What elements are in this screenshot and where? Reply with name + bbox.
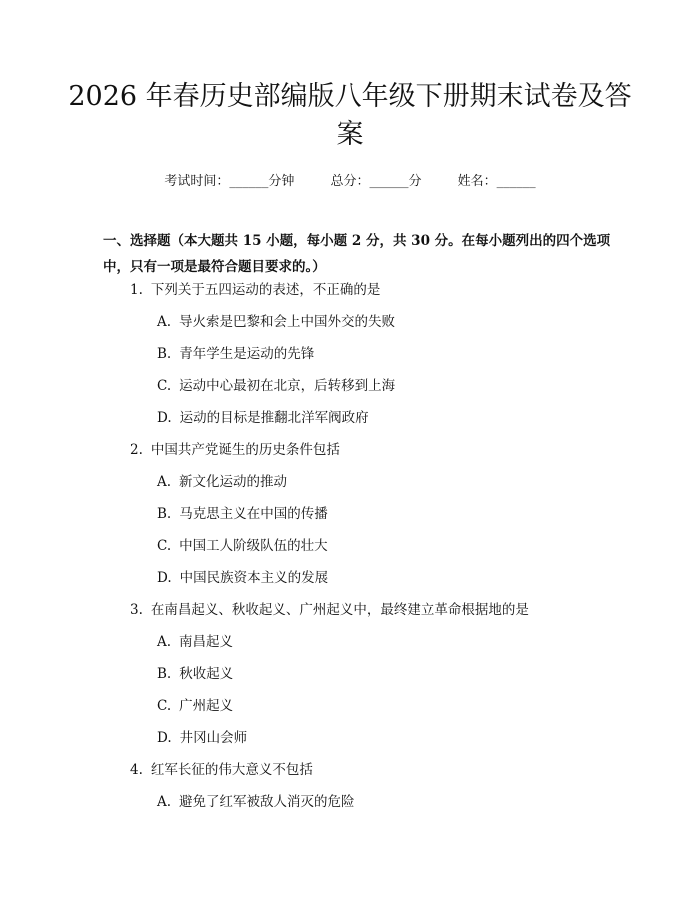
option-2c xyxy=(157,536,328,556)
total-score-field: 总分：______分 xyxy=(330,174,422,189)
option-text: 青年学生是运动的先锋 xyxy=(179,346,315,362)
question-2 xyxy=(130,440,340,460)
option-2b xyxy=(157,504,328,524)
question-number: 3. xyxy=(130,602,143,618)
option-text: 秋收起义 xyxy=(179,666,234,682)
option-1d xyxy=(157,408,369,428)
option-3b xyxy=(157,664,233,684)
exam-time-field: 考试时间：______分钟 xyxy=(164,174,295,189)
option-1a xyxy=(157,312,395,332)
option-letter: B. xyxy=(157,666,172,682)
option-letter: C. xyxy=(157,378,172,394)
option-2d xyxy=(157,568,328,588)
option-3d xyxy=(157,728,247,748)
question-1 xyxy=(130,280,380,300)
option-text: 中国民族资本主义的发展 xyxy=(179,570,329,586)
option-2a xyxy=(157,472,287,492)
option-letter: D. xyxy=(157,410,172,426)
option-letter: B. xyxy=(157,346,172,362)
option-text: 马克思主义在中国的传播 xyxy=(179,506,328,522)
option-text: 避免了红军被敌人消灭的危险 xyxy=(179,794,355,810)
option-text: 新文化运动的推动 xyxy=(179,474,288,490)
option-text: 导火索是巴黎和会上中国外交的失败 xyxy=(179,314,396,330)
option-1c xyxy=(157,376,395,396)
option-letter: A. xyxy=(157,474,172,490)
question-text: 在南昌起义、秋收起义、广州起义中，最终建立革命根据地的是 xyxy=(150,602,529,618)
option-text: 中国工人阶级队伍的壮大 xyxy=(179,538,328,554)
option-text: 广州起义 xyxy=(179,698,234,714)
question-number: 4. xyxy=(130,762,143,778)
document-title: 2026 年春历史部编版八年级下册期末试卷及答案 xyxy=(68,81,632,150)
option-letter: D. xyxy=(157,570,172,586)
option-text: 运动中心最初在北京，后转移到上海 xyxy=(179,378,396,394)
option-letter: A. xyxy=(157,634,172,650)
question-text: 中国共产党诞生的历史条件包括 xyxy=(150,442,340,458)
question-text: 红军长征的伟大意义不包括 xyxy=(150,762,313,778)
question-text: 下列关于五四运动的表述，不正确的是 xyxy=(150,282,381,298)
option-text: 南昌起义 xyxy=(179,634,234,650)
option-letter: D. xyxy=(157,730,172,746)
student-name-field: 姓名：______ xyxy=(457,174,536,189)
option-letter: C. xyxy=(157,538,172,554)
option-text: 井冈山会师 xyxy=(179,730,248,746)
question-number: 2. xyxy=(130,442,143,458)
question-4 xyxy=(130,760,313,780)
option-letter: B. xyxy=(157,506,172,522)
option-1b xyxy=(157,344,314,364)
question-3 xyxy=(130,600,529,620)
option-4a xyxy=(157,792,355,812)
option-letter: C. xyxy=(157,698,172,714)
section-heading: 一、选择题（本大题共 15 小题，每小题 2 分，共 30 分。在每小题列出的四个选项中，只有一项是最符合题目要求的。） xyxy=(103,233,611,275)
exam-meta xyxy=(0,170,700,189)
option-3a xyxy=(157,632,233,652)
option-text: 运动的目标是推翻北洋军阀政府 xyxy=(179,410,369,426)
option-letter: A. xyxy=(157,314,172,330)
question-number: 1. xyxy=(130,282,143,298)
option-3c xyxy=(157,696,233,716)
option-letter: A. xyxy=(157,794,172,810)
